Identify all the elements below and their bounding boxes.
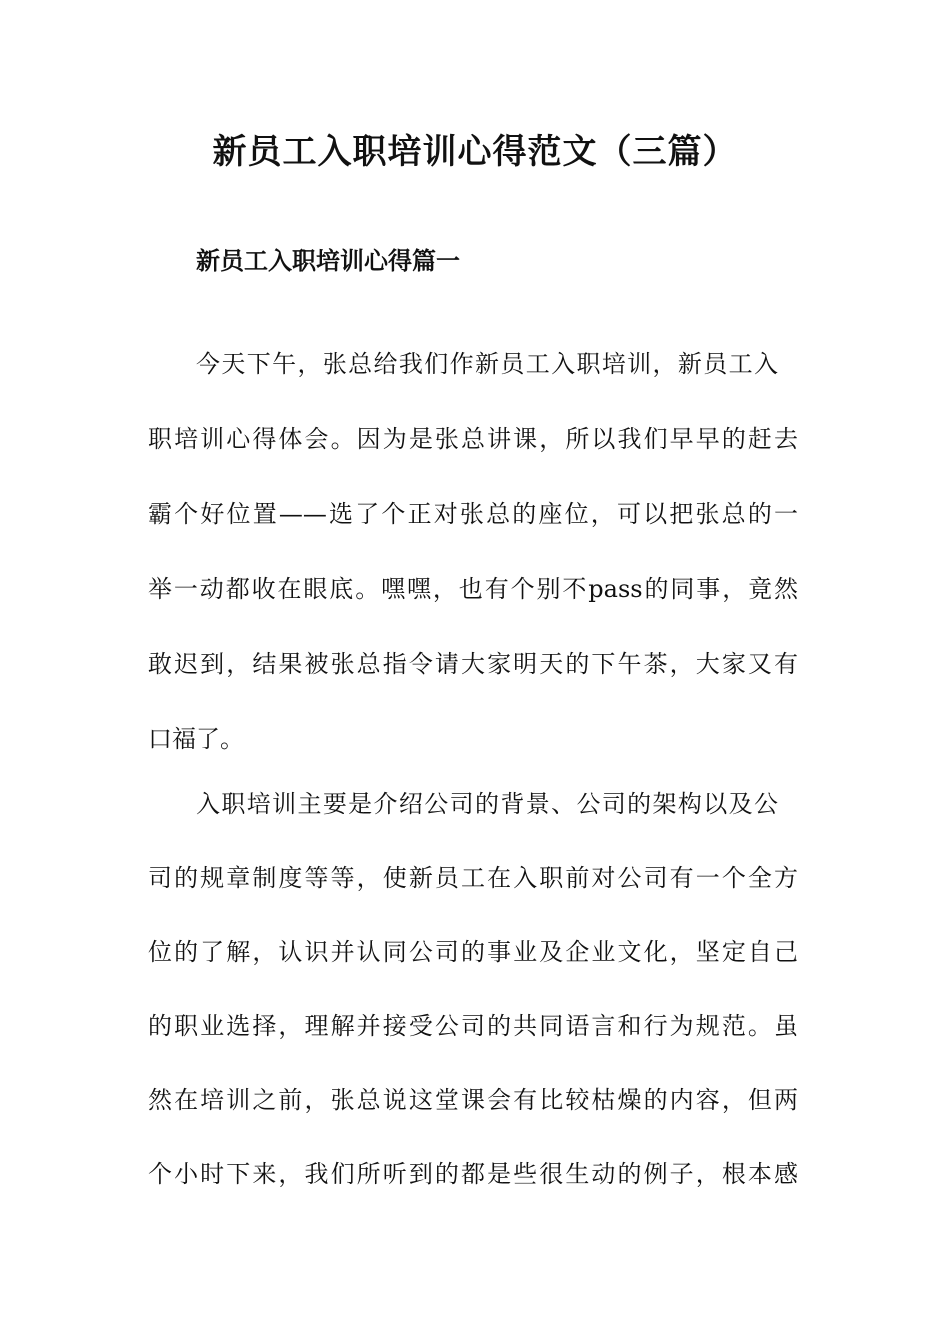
section-heading: 新员工入职培训心得篇一	[196, 246, 460, 275]
paragraph-line: 敢迟到，结果被张总指令请大家明天的下午茶，大家又有	[148, 650, 798, 678]
paragraph-line: 今天下午，张总给我们作新员工入职培训，新员工入	[196, 350, 778, 378]
paragraph-line: 然在培训之前，张总说这堂课会有比较枯燥的内容，但两	[148, 1086, 798, 1114]
paragraph-line: 举一动都收在眼底。嘿嘿，也有个别不pass的同事，竟然	[148, 575, 798, 603]
paragraph-line: 位的了解，认识并认同公司的事业及企业文化，坚定自己	[148, 938, 798, 966]
document-title: 新员工入职培训心得范文（三篇）	[212, 132, 738, 172]
paragraph-line: 口福了。	[148, 725, 244, 753]
paragraph-line: 职培训心得体会。因为是张总讲课，所以我们早早的赶去	[148, 425, 798, 453]
paragraph-line: 入职培训主要是介绍公司的背景、公司的架构以及公	[196, 790, 778, 818]
paragraph-line: 的职业选择，理解并接受公司的共同语言和行为规范。虽	[148, 1012, 798, 1040]
paragraph-line: 司的规章制度等等，使新员工在入职前对公司有一个全方	[148, 864, 798, 892]
paragraph-line: 霸个好位置——选了个正对张总的座位，可以把张总的一	[148, 500, 798, 528]
paragraph-line: 个小时下来，我们所听到的都是些很生动的例子，根本感	[148, 1160, 798, 1188]
